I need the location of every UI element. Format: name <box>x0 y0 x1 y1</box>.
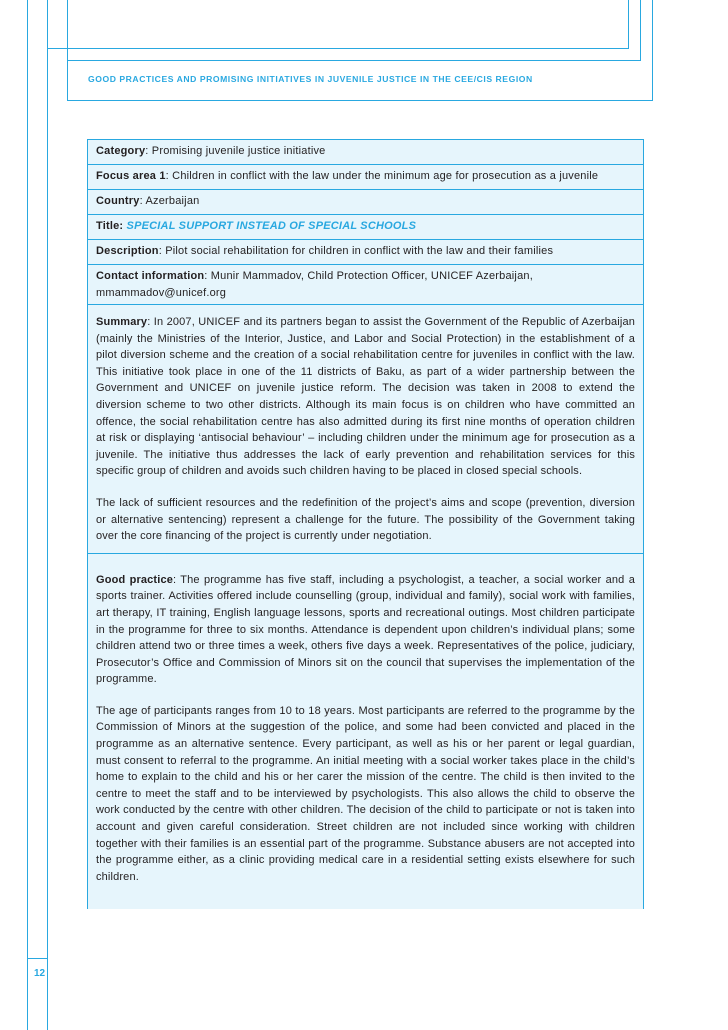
frame-line-left-outer <box>27 0 28 1030</box>
country-label: Country <box>96 195 140 207</box>
summary-label: Summary <box>96 316 148 328</box>
title-value: SPECIAL SUPPORT INSTEAD OF SPECIAL SCHOOLS <box>126 220 417 232</box>
case-study-box <box>87 139 644 909</box>
good-practice-text-1: : The programme has five staff, including a psychologist, a teacher, a social worker and a sports trainer. Activities offered include counselling (group, individual and family), social work with families, art therapy, IT training, English language lessons, sports and recreational outings. Most children participate in the programme for three to six months. Attendance is dependent upon children’s individual plans; some children attend two or three times a week, others five days a week. Representatives of the police, judiciary, Prosecutor’s Office and Commission of Minors sit on the council that supervises the implementation of the programme. <box>96 573 635 686</box>
frame-line-right-2 <box>640 0 641 60</box>
contact-row <box>88 265 643 305</box>
title-label: Title <box>96 220 120 232</box>
summary-paragraph-1 <box>96 314 635 480</box>
frame-line-left-inner <box>47 0 48 1030</box>
contact-label: Contact information <box>96 270 205 282</box>
frame-line-horizontal-1 <box>47 48 629 49</box>
category-value: : Promising juvenile justice initiative <box>145 145 326 157</box>
frame-line-horizontal-3 <box>67 100 653 101</box>
frame-line-right-3 <box>652 0 653 100</box>
page-number-rule <box>27 958 48 959</box>
summary-paragraph-2: The lack of sufficient resources and the redefinition of the project’s aims and scope (prevention, diversion or alternative sentencing) represent a challenge for the future. The possibility of the Government taking over the core financing of the project is currently under negotiation. <box>96 496 635 543</box>
description-row <box>88 240 643 265</box>
country-value: : Azerbaijan <box>139 195 200 207</box>
good-practice-paragraph-1 <box>96 572 635 688</box>
title-row <box>88 215 643 240</box>
summary-text-1: : In 2007, UNICEF and its partners began to assist the Government of the Republic of Azerbaijan (mainly the Ministries of the Interior, Justice, and Labor and Social Protection) in the establishment of a pilot diversion scheme and the creation of a social rehabilitation centre for juveniles in conflict with the law. This initiative took place in one of the 11 districts of Baku, as part of a wider partnership between the Government and UNICEF on juvenile justice reform. The decision was taken in 2008 to extend the diversion scheme to two other districts. Although its main focus is on children who have committed an offence, the social rehabilitation centre has also admitted during its first nine months of operation children at risk or displaying ‘antisocial behaviour’ – including children under the minimum age for prosecution as a juvenile. The initiative thus addresses the lack of early prevention and rehabilitation services for this specific group of children and avoids such children having to be placed in closed special schools. <box>96 316 635 478</box>
category-row <box>88 140 643 165</box>
contact-value: : Munir Mammadov, Child Protection Officer, UNICEF Azerbaijan, mmammadov@unicef.org <box>96 270 533 299</box>
frame-line-horizontal-2 <box>67 60 641 61</box>
page-number: 12 <box>34 968 46 979</box>
description-value: : Pilot social rehabilitation for children in conflict with the law and their families <box>158 245 554 257</box>
running-header: GOOD PRACTICES AND PROMISING INITIATIVES IN JUVENILE JUSTICE IN THE CEE/CIS REGION <box>88 74 533 84</box>
good-practice-label: Good practice <box>96 573 173 586</box>
frame-line-inner-vertical <box>67 0 68 100</box>
good-practice-section <box>88 572 643 894</box>
focus-area-row <box>88 165 643 190</box>
description-label: Description <box>96 245 159 257</box>
category-label: Category <box>96 145 146 157</box>
country-row <box>88 190 643 215</box>
focus-area-label: Focus area 1 <box>96 170 166 182</box>
frame-line-right-1 <box>628 0 629 48</box>
section-divider <box>88 553 643 554</box>
title-separator: : <box>119 220 127 232</box>
good-practice-paragraph-2: The age of participants ranges from 10 to 18 years. Most participants are referred to the programme by the Commission of Minors at the suggestion of the police, and some had been convicted and placed in the programme as an alternative sentence. Every participant, as well as his or her parent or legal guardian, must consent to referral to the programme. An initial meeting with a social worker takes place in the child’s home to explain to the child and his or her carer the mission of the centre. The child is then invited to the centre to meet the staff and to be interviewed by psychologists. This also allows the child to observe the work conducted by the centre with other children. The decision of the child to participate or not is taken into account and given careful consideration. Street children are not included since working with children together with their families is an essential part of the programme. Substance abusers are not accepted into the programme either, as a clinic providing medical care in a residential setting exists elsewhere for such children. <box>96 704 635 883</box>
summary-section <box>88 305 643 553</box>
focus-area-value: : Children in conflict with the law under the minimum age for prosecution as a juvenile <box>165 170 599 182</box>
